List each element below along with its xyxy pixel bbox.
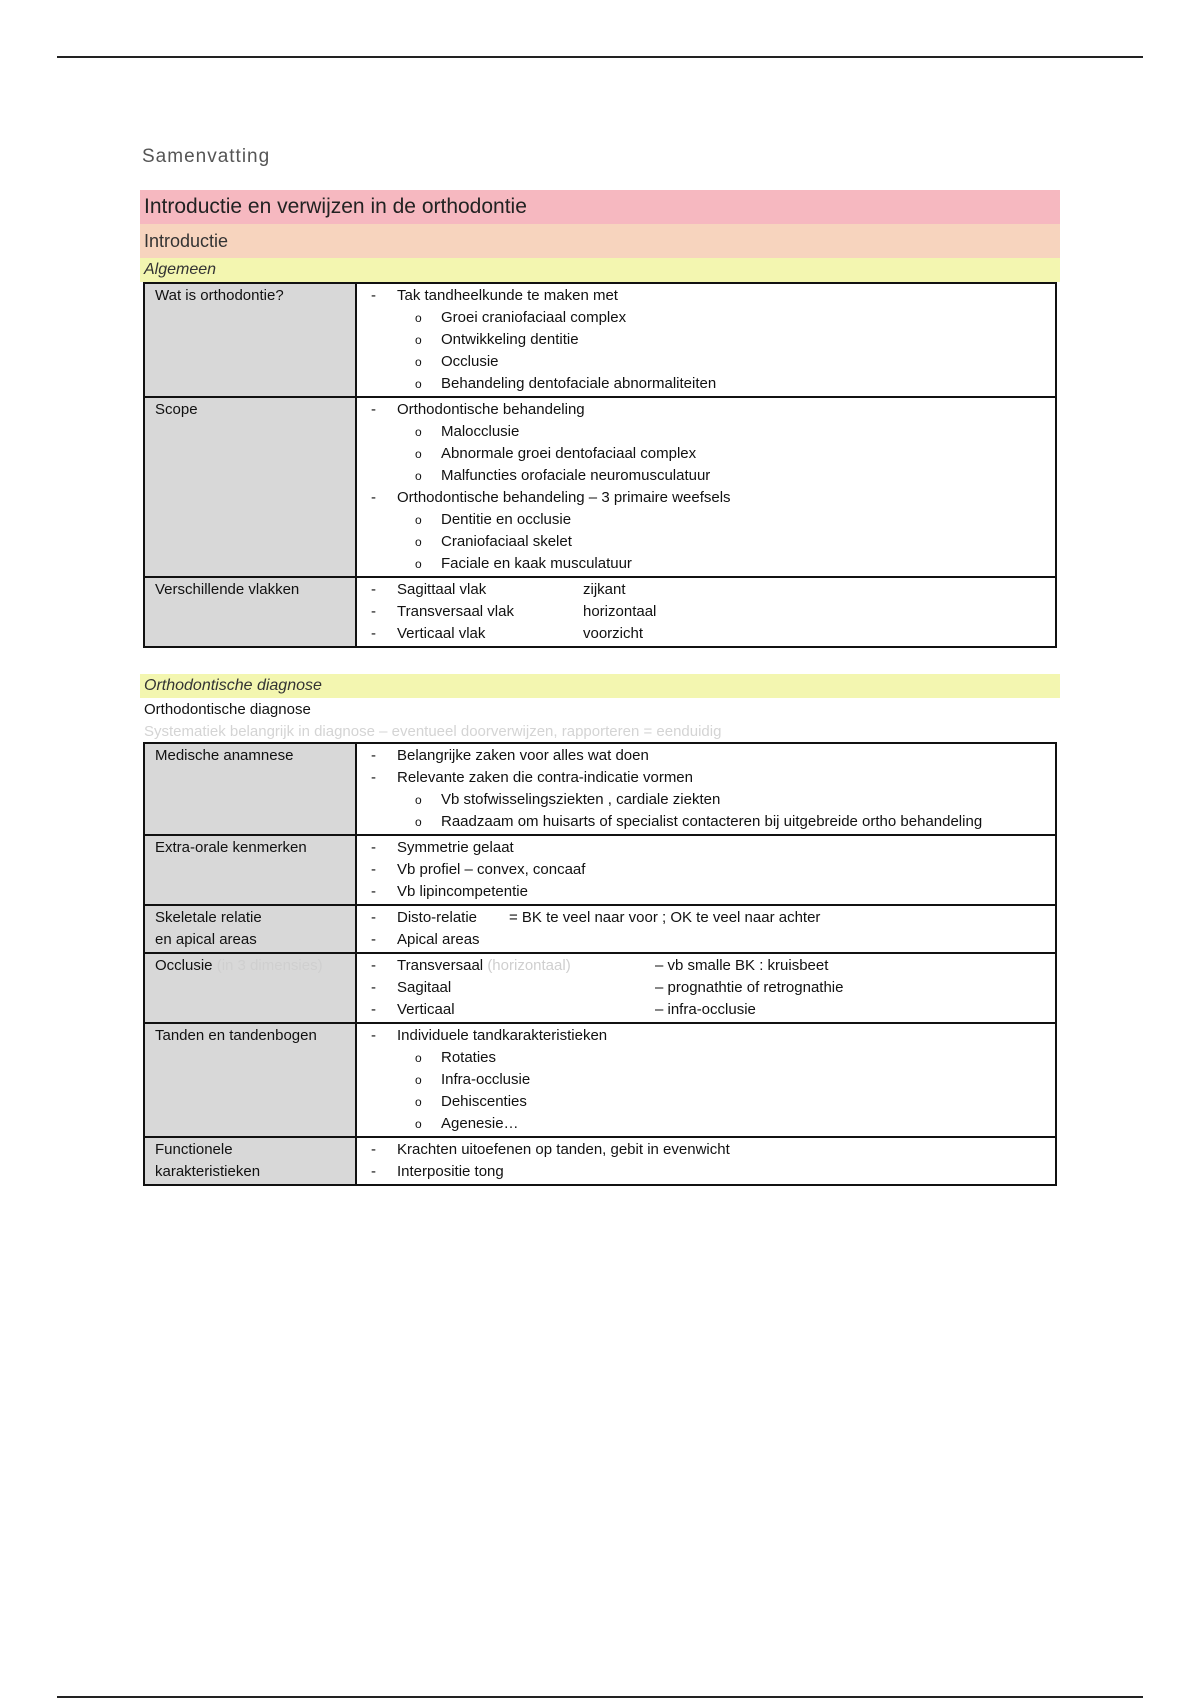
list-item: - Vb profiel – convex, concaaf xyxy=(369,859,1051,881)
table-row xyxy=(144,1137,1056,1185)
table-row xyxy=(144,283,1056,397)
row-body xyxy=(356,953,1056,1023)
table-row xyxy=(144,743,1056,835)
page-content xyxy=(140,140,1060,1186)
row-label: Verschillende vlakken xyxy=(144,577,356,647)
top-rule xyxy=(57,56,1143,58)
row-label: Medische anamnese xyxy=(144,743,356,835)
row-label: Functionele karakteristieken xyxy=(144,1137,356,1185)
list-item: o Ontwikkeling dentitie xyxy=(369,329,1051,351)
table-row xyxy=(144,953,1056,1023)
heading-algemeen: Algemeen xyxy=(140,258,1060,282)
list-item: - Orthodontische behandeling xyxy=(369,399,1051,421)
list-item: - Tak tandheelkunde te maken met xyxy=(369,285,1051,307)
document-title: Samenvatting xyxy=(142,146,271,167)
row-label: Extra-orale kenmerken xyxy=(144,835,356,905)
list-item: o Infra-occlusie xyxy=(369,1069,1051,1091)
list-item: - Relevante zaken die contra-indicatie vormen xyxy=(369,767,1051,789)
list-item: o Agenesie… xyxy=(369,1113,1051,1135)
row-body xyxy=(356,835,1056,905)
row-body xyxy=(356,1023,1056,1137)
list-item: - Verticaal vlak voorzicht xyxy=(369,623,1051,645)
list-item: o Dentitie en occlusie xyxy=(369,509,1051,531)
table-row xyxy=(144,1023,1056,1137)
faded-note: Systematiek belangrijk in diagnose – eventueel doorverwijzen, rapporteren = eenduidig xyxy=(144,723,722,740)
list-item: - Individuele tandkarakteristieken xyxy=(369,1025,1051,1047)
row-body xyxy=(356,1137,1056,1185)
list-item: - Sagitaal – prognathtie of retrognathie xyxy=(369,977,1051,999)
list-item: - Disto-relatie = BK te veel naar voor ; OK te veel naar achter xyxy=(369,907,1051,929)
table-row xyxy=(144,905,1056,953)
list-item: o Raadzaam om huisarts of specialist contacteren bij uitgebreide ortho behandeling xyxy=(369,811,1051,833)
row-body xyxy=(356,743,1056,835)
list-item: o Occlusie xyxy=(369,351,1051,373)
heading-1: Introductie en verwijzen in de orthodontie xyxy=(140,190,1060,224)
row-body xyxy=(356,397,1056,577)
list-item: o Behandeling dentofaciale abnormaliteiten xyxy=(369,373,1051,395)
heading-orthodontische-diagnose: Orthodontische diagnose xyxy=(140,674,1060,698)
list-item: o Abnormale groei dentofaciaal complex xyxy=(369,443,1051,465)
row-body xyxy=(356,283,1056,397)
list-item: - Verticaal – infra-occlusie xyxy=(369,999,1051,1021)
list-item: o Groei craniofaciaal complex xyxy=(369,307,1051,329)
list-item: - Sagittaal vlak zijkant xyxy=(369,579,1051,601)
list-item: o Dehiscenties xyxy=(369,1091,1051,1113)
list-item: o Malfuncties orofaciale neuromusculatuur xyxy=(369,465,1051,487)
table-algemeen xyxy=(143,282,1057,648)
row-body xyxy=(356,905,1056,953)
list-item: - Symmetrie gelaat xyxy=(369,837,1051,859)
list-item: - Interpositie tong xyxy=(369,1161,1051,1183)
row-label: Tanden en tandenbogen xyxy=(144,1023,356,1137)
list-item: o Malocclusie xyxy=(369,421,1051,443)
list-item: - Belangrijke zaken voor alles wat doen xyxy=(369,745,1051,767)
list-item: - Vb lipincompetentie xyxy=(369,881,1051,903)
bottom-rule xyxy=(57,1696,1143,1698)
list-item: o Craniofaciaal skelet xyxy=(369,531,1051,553)
row-label: Scope xyxy=(144,397,356,577)
row-label: Skeletale relatie en apical areas xyxy=(144,905,356,953)
list-item: o Rotaties xyxy=(369,1047,1051,1069)
table-diagnose xyxy=(143,742,1057,1186)
table-row xyxy=(144,835,1056,905)
row-label: Occlusie (in 3 dimensies) xyxy=(144,953,356,1023)
list-item: - Transversaal vlak horizontaal xyxy=(369,601,1051,623)
list-item: - Orthodontische behandeling – 3 primaire weefsels xyxy=(369,487,1051,509)
row-label: Wat is orthodontie? xyxy=(144,283,356,397)
row-body xyxy=(356,577,1056,647)
list-item: o Faciale en kaak musculatuur xyxy=(369,553,1051,575)
subheading-diagnose: Orthodontische diagnose xyxy=(144,701,311,718)
heading-2: Introductie xyxy=(140,224,1060,258)
list-item: - Apical areas xyxy=(369,929,1051,951)
list-item: - Transversaal (horizontaal) – vb smalle BK : kruisbeet xyxy=(369,955,1051,977)
table-row xyxy=(144,577,1056,647)
table-row xyxy=(144,397,1056,577)
list-item: o Vb stofwisselingsziekten , cardiale ziekten xyxy=(369,789,1051,811)
list-item: - Krachten uitoefenen op tanden, gebit in evenwicht xyxy=(369,1139,1051,1161)
